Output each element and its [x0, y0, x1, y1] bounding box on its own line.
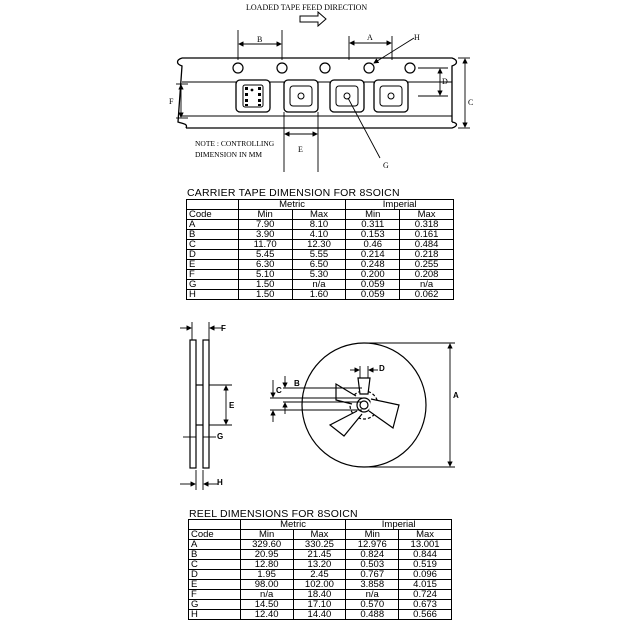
tape-note-line2: DIMENSION IN MM [195, 150, 263, 159]
code-column-header: Code [187, 210, 239, 220]
metric-min-cell: 14.50 [240, 600, 293, 610]
row-code: G [187, 280, 239, 290]
tape-note-line1: NOTE : CONTROLLING [195, 139, 275, 148]
metric-min-cell: n/a [240, 590, 293, 600]
imperial-max-cell: 13.001 [399, 540, 452, 550]
table-row [189, 580, 452, 590]
imperial-max-cell: 0.673 [399, 600, 452, 610]
metric-max-cell: 17.10 [293, 600, 346, 610]
metric-min-cell: 5.10 [238, 270, 292, 280]
imperial-min-header: Min [346, 210, 400, 220]
reel-dimension-table [188, 519, 452, 620]
carrier-table-title: CARRIER TAPE DIMENSION FOR 8SOICN [187, 187, 400, 199]
reel-label-c: C [276, 386, 282, 395]
metric-max-header: Max [292, 210, 346, 220]
row-code: H [187, 290, 239, 300]
metric-min-cell: 7.90 [238, 220, 292, 230]
metric-max-cell: 102.00 [293, 580, 346, 590]
imperial-max-header: Max [400, 210, 454, 220]
table-row [189, 610, 452, 620]
imperial-min-cell: 0.200 [346, 270, 400, 280]
tape-label-d: D [442, 77, 448, 86]
row-code: B [189, 550, 241, 560]
row-code: B [187, 230, 239, 240]
metric-max-cell: 5.30 [292, 270, 346, 280]
imperial-group-header: Imperial [346, 520, 452, 530]
imperial-min-cell: 0.059 [346, 280, 400, 290]
reel-side-label-g: G [217, 432, 224, 441]
metric-max-cell: 2.45 [293, 570, 346, 580]
imperial-min-cell: 0.488 [346, 610, 399, 620]
metric-max-cell: 13.20 [293, 560, 346, 570]
row-code: E [187, 260, 239, 270]
reel-table-title: REEL DIMENSIONS FOR 8SOICN [189, 508, 358, 520]
reel-front-dimension-lines [270, 343, 455, 467]
table-row [187, 230, 454, 240]
table-row [187, 290, 454, 300]
tape-label-a: A [367, 33, 373, 42]
row-code: D [189, 570, 241, 580]
imperial-min-cell: 12.976 [346, 540, 399, 550]
table-row [189, 540, 452, 550]
row-code: C [189, 560, 241, 570]
imperial-max-cell: 0.844 [399, 550, 452, 560]
metric-group-header: Metric [238, 200, 346, 210]
metric-max-cell: 6.50 [292, 260, 346, 270]
metric-min-cell: 12.40 [240, 610, 293, 620]
metric-group-header: Metric [240, 520, 346, 530]
imperial-max-cell: 0.218 [400, 250, 454, 260]
imperial-min-cell: 0.214 [346, 250, 400, 260]
table-row [187, 260, 454, 270]
metric-max-cell: 12.30 [292, 240, 346, 250]
reel-label-a: A [453, 391, 459, 400]
tape-label-c: C [468, 98, 474, 107]
table-row [187, 250, 454, 260]
imperial-min-cell: 0.767 [346, 570, 399, 580]
metric-min-cell: 1.50 [238, 280, 292, 290]
reel-side-label-f: F [221, 324, 226, 333]
metric-min-cell: 12.80 [240, 560, 293, 570]
row-code: E [189, 580, 241, 590]
feed-direction-label: LOADED TAPE FEED DIRECTION [246, 3, 368, 12]
table-corner [187, 200, 239, 210]
metric-min-cell: 6.30 [238, 260, 292, 270]
imperial-max-cell: 0.161 [400, 230, 454, 240]
imperial-min-cell: 0.570 [346, 600, 399, 610]
reel-side-label-e: E [229, 401, 235, 410]
metric-max-cell: 4.10 [292, 230, 346, 240]
imperial-max-cell: 0.566 [399, 610, 452, 620]
table-row [187, 240, 454, 250]
tape-pockets [236, 80, 408, 112]
row-code: D [187, 250, 239, 260]
metric-min-cell: 98.00 [240, 580, 293, 590]
table-row [187, 220, 454, 230]
metric-min-header: Min [240, 530, 293, 540]
metric-max-cell: n/a [292, 280, 346, 290]
row-code: C [187, 240, 239, 250]
tape-label-h: H [414, 33, 420, 42]
table-corner [189, 520, 241, 530]
imperial-max-cell: n/a [400, 280, 454, 290]
row-code: F [187, 270, 239, 280]
imperial-min-cell: 0.059 [346, 290, 400, 300]
imperial-min-cell: 0.46 [346, 240, 400, 250]
imperial-min-cell: n/a [346, 590, 399, 600]
imperial-min-header: Min [346, 530, 399, 540]
metric-max-header: Max [293, 530, 346, 540]
row-code: H [189, 610, 241, 620]
metric-min-cell: 20.95 [240, 550, 293, 560]
metric-max-cell: 330.25 [293, 540, 346, 550]
metric-min-cell: 1.95 [240, 570, 293, 580]
metric-min-cell: 11.70 [238, 240, 292, 250]
row-code: A [187, 220, 239, 230]
tape-label-g: G [383, 161, 389, 170]
metric-min-cell: 329.60 [240, 540, 293, 550]
imperial-max-cell: 0.318 [400, 220, 454, 230]
metric-min-cell: 3.90 [238, 230, 292, 240]
metric-max-cell: 18.40 [293, 590, 346, 600]
feed-direction-arrow [300, 12, 326, 26]
imperial-max-cell: 0.484 [400, 240, 454, 250]
imperial-max-cell: 4.015 [399, 580, 452, 590]
reel-label-b: B [294, 379, 300, 388]
reel-side-view [190, 340, 209, 468]
reel-label-d: D [379, 364, 385, 373]
metric-max-cell: 5.55 [292, 250, 346, 260]
metric-min-cell: 5.45 [238, 250, 292, 260]
metric-max-cell: 1.60 [292, 290, 346, 300]
reel-side-label-h: H [217, 478, 223, 487]
carrier-dimension-table [186, 199, 454, 300]
imperial-max-cell: 0.062 [400, 290, 454, 300]
row-code: G [189, 600, 241, 610]
row-code: F [189, 590, 241, 600]
table-row [189, 570, 452, 580]
table-row [189, 600, 452, 610]
tape-label-f: F [169, 97, 174, 106]
table-row [189, 590, 452, 600]
imperial-min-cell: 0.248 [346, 260, 400, 270]
metric-min-header: Min [238, 210, 292, 220]
imperial-max-cell: 0.096 [399, 570, 452, 580]
imperial-max-cell: 0.255 [400, 260, 454, 270]
imperial-min-cell: 0.824 [346, 550, 399, 560]
imperial-min-cell: 3.858 [346, 580, 399, 590]
imperial-min-cell: 0.153 [346, 230, 400, 240]
imperial-max-cell: 0.724 [399, 590, 452, 600]
imperial-max-header: Max [399, 530, 452, 540]
table-row [187, 280, 454, 290]
imperial-max-cell: 0.519 [399, 560, 452, 570]
imperial-group-header: Imperial [346, 200, 454, 210]
metric-min-cell: 1.50 [238, 290, 292, 300]
reel-front-view [302, 343, 426, 467]
tape-label-e: E [298, 145, 303, 154]
imperial-max-cell: 0.208 [400, 270, 454, 280]
metric-max-cell: 21.45 [293, 550, 346, 560]
tape-label-b: B [257, 35, 263, 44]
row-code: A [189, 540, 241, 550]
metric-max-cell: 8.10 [292, 220, 346, 230]
reel-side-dimension-lines [180, 322, 235, 490]
imperial-min-cell: 0.503 [346, 560, 399, 570]
imperial-min-cell: 0.311 [346, 220, 400, 230]
table-row [187, 270, 454, 280]
metric-max-cell: 14.40 [293, 610, 346, 620]
table-row [189, 550, 452, 560]
code-column-header: Code [189, 530, 241, 540]
sprocket-holes [233, 63, 415, 73]
table-row [189, 560, 452, 570]
